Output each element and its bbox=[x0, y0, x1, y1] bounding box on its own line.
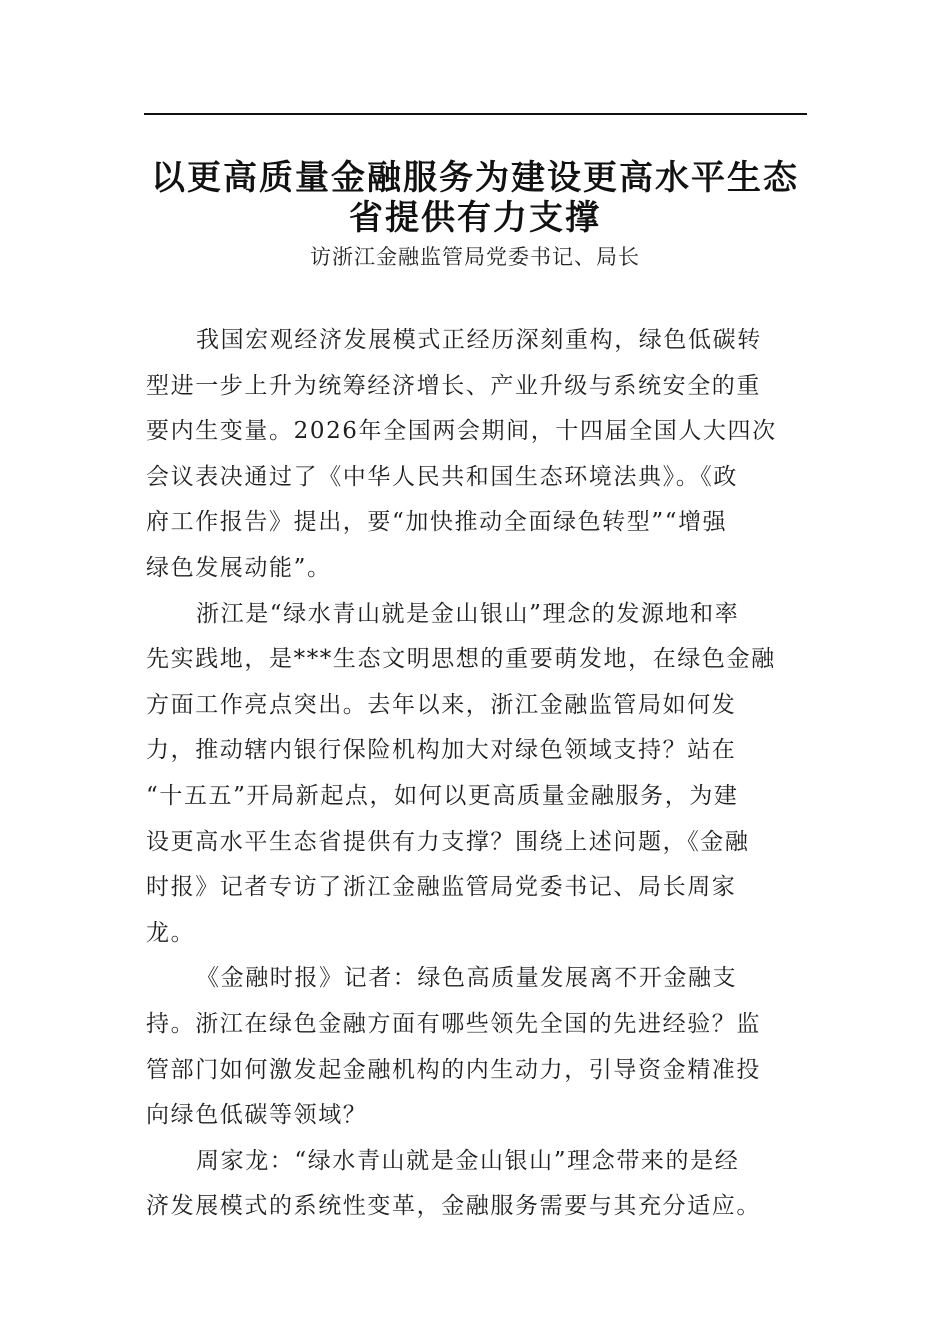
body-line: 绿色发展动能”。 bbox=[146, 554, 332, 581]
body-line: 力，推动辖内银行保险机构加大对绿色领域支持？站在 bbox=[146, 737, 737, 764]
body-line: 我国宏观经济发展模式正经历深刻重构，绿色低碳转 bbox=[196, 327, 762, 353]
body-line: 先实践地，是***生态文明思想的重要萌发地，在绿色金融 bbox=[146, 646, 776, 673]
body-line: 向绿色低碳等领域？ bbox=[146, 1102, 368, 1129]
body-line: 府工作报告》提出，要“加快推动全面绿色转型”“增强 bbox=[146, 509, 728, 536]
body-line: 浙江是“绿水青山就是金山银山”理念的发源地和率 bbox=[196, 600, 740, 627]
body-line: 会议表决通过了《中华人民共和国生态环境法典》。《政 bbox=[146, 463, 738, 490]
body-line: 方面工作亮点突出。去年以来，浙江金融监管局如何发 bbox=[146, 691, 737, 718]
article-title-line-1: 以更高质量金融服务为建设更高水平生态 bbox=[151, 158, 799, 198]
body-line: 济发展模式的系统性变革，金融服务需要与其充分适应。 bbox=[146, 1193, 761, 1220]
body-line: 时报》记者专访了浙江金融监管局党委书记、局长周家 bbox=[146, 874, 737, 901]
body-line: “十五五”开局新起点，如何以更高质量金融服务，为建 bbox=[146, 782, 739, 809]
article-title-line-2: 省提供有力支撑 bbox=[349, 198, 601, 238]
body-line: 要内生变量。2026年全国两会期间，十四届全国人大四次 bbox=[146, 418, 777, 445]
body-line: 龙。 bbox=[146, 919, 196, 946]
body-line: 持。浙江在绿色金融方面有哪些领先全国的先进经验？监 bbox=[146, 1010, 761, 1037]
body-line: 《金融时报》记者：绿色高质量发展离不开金融支 bbox=[196, 965, 738, 992]
article-subtitle: 访浙江金融监管局党委书记、局长 bbox=[310, 245, 640, 269]
body-line: 设更高水平生态省提供有力支撑？围绕上述问题，《金融 bbox=[146, 828, 750, 855]
body-line: 周家龙：“绿水青山就是金山银山”理念带来的是经 bbox=[196, 1147, 740, 1174]
body-line: 管部门如何激发起金融机构的内生动力，引导资金精准投 bbox=[146, 1056, 761, 1083]
body-line: 型进一步上升为统筹经济增长、产业升级与系统安全的重 bbox=[146, 372, 761, 399]
header-rule bbox=[144, 113, 807, 115]
article-body bbox=[146, 318, 806, 1230]
